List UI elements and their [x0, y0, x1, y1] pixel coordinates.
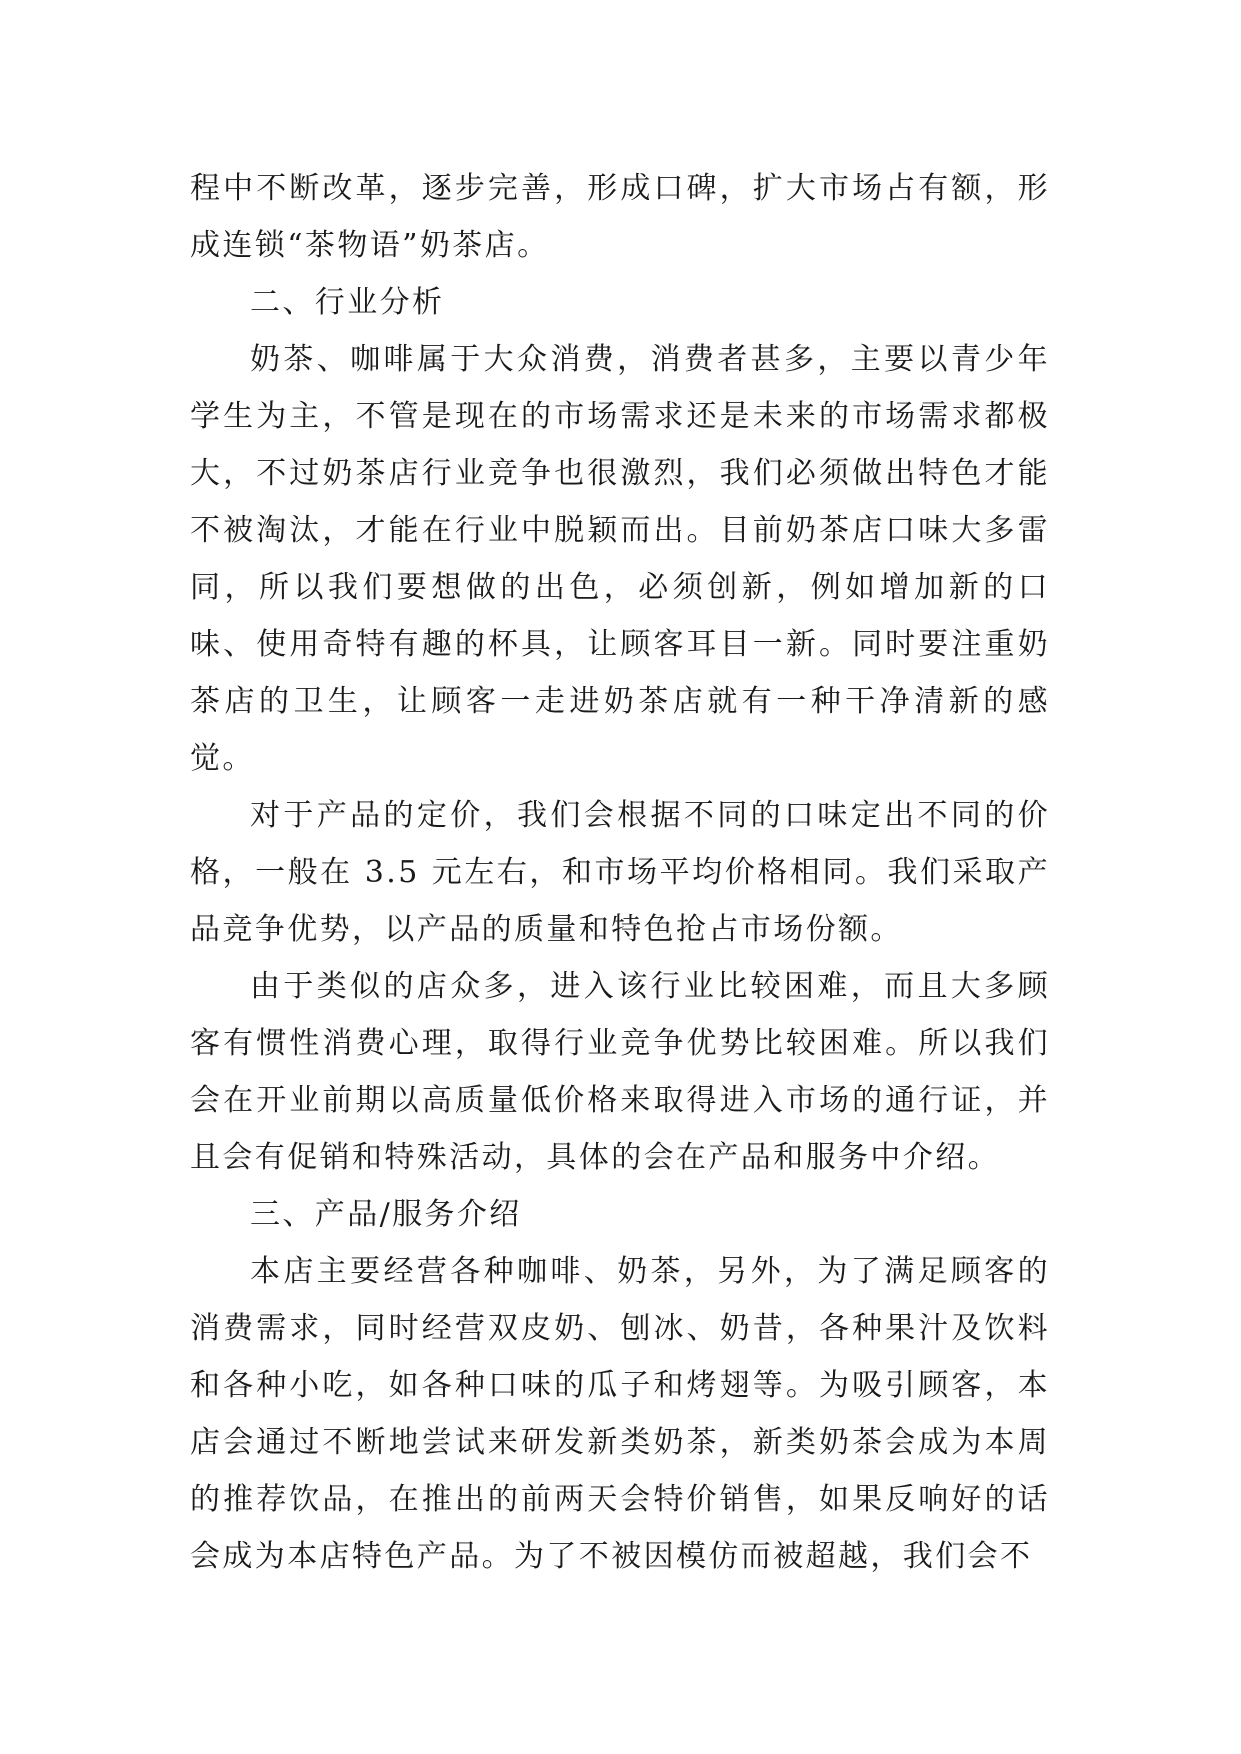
paragraph-market-entry: 由于类似的店众多，进入该行业比较困难，而且大多顾客有惯性消费心理，取得行业竞争优势比较困难。所以我们会在开业前期以高质量低价格来取得进入市场的通行证，并且会有促销和特殊活动，具体的会在产品和服务中介绍。 — [190, 969, 1050, 1175]
document-body — [190, 160, 1050, 1585]
paragraph-continuation: 程中不断改革，逐步完善，形成口碑，扩大市场占有额，形成连锁“茶物语”奶茶店。 — [190, 171, 1050, 263]
paragraph-pricing: 对于产品的定价，我们会根据不同的口味定出不同的价格，一般在 3.5 元左右，和市场平均价格相同。我们采取产品竞争优势，以产品的质量和特色抢占市场份额。 — [190, 798, 1050, 947]
paragraph-industry-overview: 奶茶、咖啡属于大众消费，消费者甚多，主要以青少年学生为主，不管是现在的市场需求还是未来的市场需求都极大，不过奶茶店行业竞争也很激烈，我们必须做出特色才能不被淘汰，才能在行业中脱颖而出。目前奶茶店口味大多雷同，所以我们要想做的出色，必须创新，例如增加新的口味、使用奇特有趣的杯具，让顾客耳目一新。同时要注重奶茶店的卫生，让顾客一走进奶茶店就有一种干净清新的感觉。 — [190, 342, 1050, 776]
section-heading-products-services: 三、产品/服务介绍 — [250, 1197, 522, 1232]
section-heading-industry-analysis: 二、行业分析 — [250, 285, 445, 320]
paragraph-products: 本店主要经营各种咖啡、奶茶，另外，为了满足顾客的消费需求，同时经营双皮奶、刨冰、奶昔，各种果汁及饮料和各种小吃，如各种口味的瓜子和烤翅等。为吸引顾客，本店会通过不断地尝试来研发新类奶茶，新类奶茶会成为本周的推荐饮品，在推出的前两天会特价销售，如果反响好的话会成为本店特色产品。为了不被因模仿而被超越，我们会不 — [190, 1254, 1050, 1574]
